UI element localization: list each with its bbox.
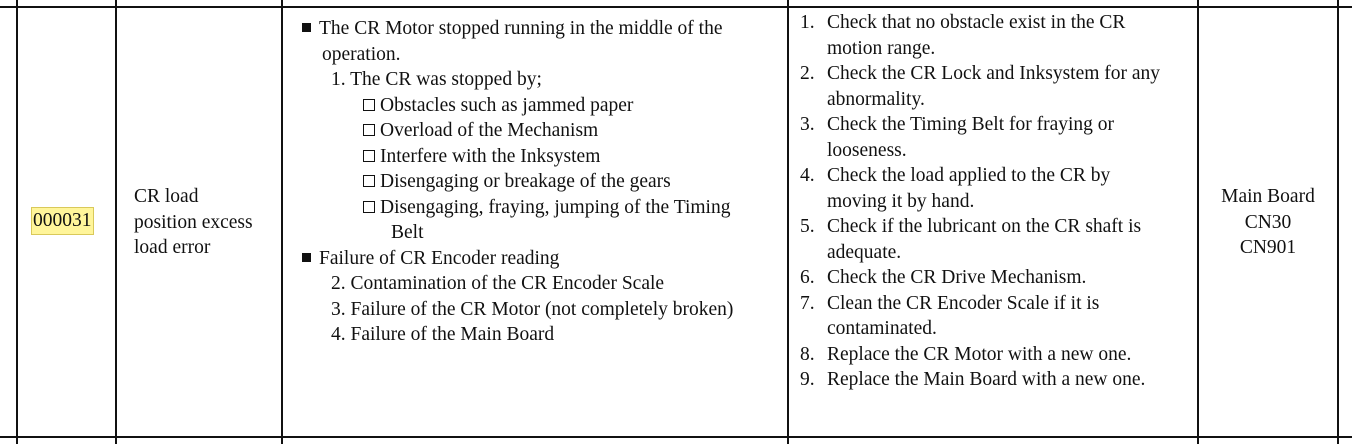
remedy-step-continuation: moving it by hand.: [827, 190, 975, 212]
error-name-line: position excess: [134, 211, 253, 233]
error-code: 000031: [31, 207, 94, 235]
remedy-step: 8. Replace the CR Motor with a new one.: [800, 343, 1132, 365]
remedy-column: [800, 10, 1195, 393]
remedy-step: 4. Check the load applied to the CR by: [800, 165, 1111, 186]
checkbox-square-icon: [363, 175, 375, 187]
remedy-step: 1. Check that no obstacle exist in the CR: [800, 12, 1126, 33]
cause-check-continuation: Belt: [391, 222, 424, 243]
column-divider: [281, 0, 283, 444]
board-line: CN901: [1239, 237, 1297, 258]
cause-check: Disengaging, fraying, jumping of the Timing: [302, 195, 780, 221]
cause-group-title: Failure of CR Encoder reading: [302, 246, 780, 272]
remedy-step-continuation: looseness.: [827, 139, 907, 161]
remedy-step: 3. Check the Timing Belt for fraying or: [800, 114, 1115, 135]
cause-column: [302, 16, 780, 348]
remedy-step: 2. Check the CR Lock and Inksystem for any: [800, 63, 1161, 84]
table-border-left: [16, 0, 18, 444]
cause-check: Overload of the Mechanism: [302, 118, 780, 144]
table-border-right: [1337, 0, 1339, 444]
column-divider: [1197, 0, 1199, 444]
checkbox-square-icon: [363, 150, 375, 162]
cause-check: Disengaging or breakage of the gears: [302, 169, 780, 195]
board-connectors: [1203, 184, 1333, 261]
row-divider-bottom: [0, 436, 1352, 438]
checkbox-square-icon: [363, 201, 375, 213]
square-bullet-icon: [302, 253, 311, 262]
cause-check: Interfere with the Inksystem: [302, 144, 780, 170]
remedy-step-continuation: adequate.: [827, 241, 902, 263]
remedy-step-continuation: motion range.: [827, 37, 936, 59]
remedy-step: 7. Clean the CR Encoder Scale if it is: [800, 292, 1100, 314]
cause-item: 2. Contamination of the CR Encoder Scale: [331, 273, 665, 294]
remedy-step-continuation: abnormality.: [827, 88, 925, 110]
remedy-step: 5. Check if the lubricant on the CR shaft is: [800, 216, 1142, 237]
cause-item: 1. The CR was stopped by;: [331, 69, 542, 90]
column-divider: [115, 0, 117, 444]
cause-group-title: The CR Motor stopped running in the middle of the: [302, 16, 780, 42]
checkbox-square-icon: [363, 99, 375, 111]
cause-group-title-continuation: operation.: [322, 43, 401, 65]
checkbox-square-icon: [363, 124, 375, 136]
column-divider: [787, 0, 789, 444]
row-divider-top: [0, 6, 1352, 8]
remedy-step: 6. Check the CR Drive Mechanism.: [800, 267, 1087, 288]
cause-item: 3. Failure of the CR Motor (not completely broken): [331, 298, 734, 320]
error-name-line: CR load: [134, 186, 199, 207]
board-line: Main Board: [1221, 186, 1315, 207]
cause-check: Obstacles such as jammed paper: [302, 93, 780, 119]
square-bullet-icon: [302, 23, 311, 32]
remedy-step: 9. Replace the Main Board with a new one.: [800, 369, 1146, 390]
board-line: CN30: [1244, 211, 1292, 233]
remedy-step-continuation: contaminated.: [827, 318, 937, 339]
error-name: [134, 184, 279, 261]
cause-item: 4. Failure of the Main Board: [331, 324, 555, 345]
error-name-line: load error: [134, 237, 211, 258]
